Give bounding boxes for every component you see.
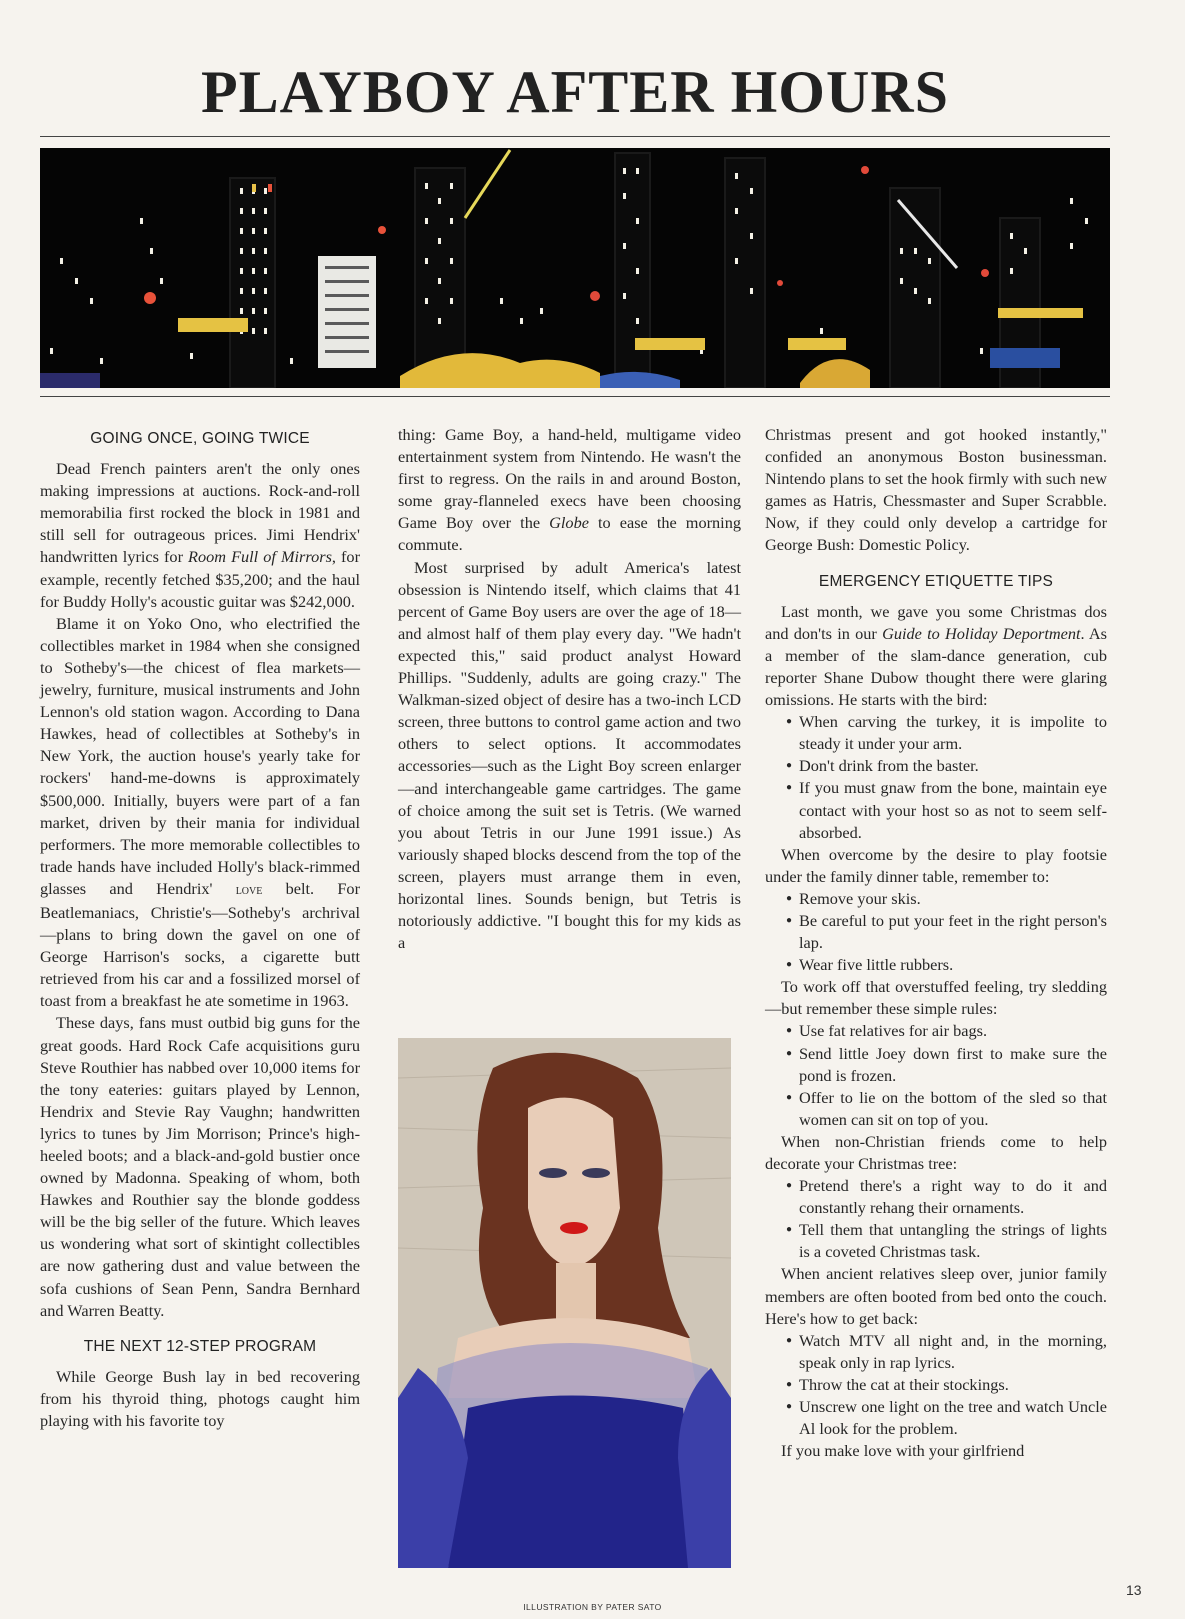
list-item: ● Pretend there's a right way to do it and constantly rehang their ornaments.: [799, 1175, 1107, 1219]
list-item: ● Don't drink from the baster.: [799, 755, 1107, 777]
woman-portrait-illustration: [398, 1038, 731, 1568]
title-rule: [40, 136, 1110, 137]
page-number: 13: [1126, 1582, 1142, 1598]
city-skyline-illustration: [40, 148, 1110, 388]
paragraph: While George Bush lay in bed recovering from his thyroid thing, photogs caught him playing with his favorite toy: [40, 1366, 360, 1431]
page-title: PLAYBOY AFTER HOURS: [200, 59, 950, 125]
section-heading-12-step: THE NEXT 12-STEP PROGRAM: [83, 1337, 317, 1355]
tips-list: [765, 888, 1107, 976]
paragraph: When ancient relatives sleep over, junior family members are often booted from bed onto the couch. Here's how to get back:: [765, 1264, 1107, 1328]
list-item: ● Unscrew one light on the tree and watch Uncle Al look for the problem.: [799, 1396, 1107, 1440]
list-item: ● Remove your skis.: [799, 888, 1107, 910]
paragraph: Last month, we gave you some Christmas dos and don'ts in our Guide to Holiday Deportment. As a member of the slam-dance generation, cub reporter Shane Dubow thought there were glaring omissions. He starts with the bird:: [765, 601, 1108, 710]
list-item: ● If you must gnaw from the bone, maintain eye contact with your host so as not to seem self-absorbed.: [799, 777, 1107, 843]
tips-list: [765, 1330, 1107, 1440]
banner-rule: [40, 396, 1110, 397]
column-3: [765, 424, 1107, 1462]
column-2: [398, 424, 741, 954]
list-item: ● When carving the turkey, it is impolite to steady it under your arm.: [799, 711, 1107, 755]
paragraph: thing: Game Boy, a hand-held, multigame video entertainment system from Nintendo. He wasn't the first to regress. On the rails in and around Boston, some gray-flanneled execs have been choosing Game Boy over the Globe to ease the morning commute.: [398, 425, 741, 555]
list-item: ● Be careful to put your feet in the right person's lap.: [799, 910, 1107, 954]
list-item: ● Send little Joey down first to make sure the pond is frozen.: [799, 1043, 1107, 1087]
list-item: ● Use fat relatives for air bags.: [799, 1020, 1107, 1042]
paragraph: When non-Christian friends come to help decorate your Christmas tree:: [765, 1131, 1107, 1173]
list-item: ● Throw the cat at their stockings.: [799, 1374, 1107, 1396]
list-item: ● Offer to lie on the bottom of the sled so that women can sit on top of you.: [799, 1087, 1107, 1131]
tips-list: [765, 711, 1107, 844]
paragraph: To work off that overstuffed feeling, try sledding—but remember these simple rules:: [765, 977, 1107, 1019]
paragraph: Christmas present and got hooked instantly," confided an anonymous Boston businessman. Nintendo plans to set the hook firmly with such new games as Hatris, Chessmaster and Super Scrabble. Now, if they could only develop a cartridge for George Bush: Domestic Policy.: [765, 425, 1107, 555]
section-heading-etiquette: EMERGENCY ETIQUETTE TIPS: [818, 572, 1054, 590]
paragraph: Dead French painters aren't the only ones making impressions at auctions. Rock-and-roll memorabilia first rocked the block in 1981 and still sell for outrageous prices. Jimi Hendrix' handwritten lyrics for Room Full of Mirrors, for example, recently fetched $35,200; and the haul for Buddy Holly's acoustic guitar was $242,000.: [40, 459, 360, 611]
paragraph: These days, fans must outbid big guns for the great goods. Hard Rock Cafe acquisitions guru Steve Routhier has nabbed over 10,000 items for the tony eateries: guitars played by Lennon, Hendrix and Stevie Ray Vaughn; handwritten lyrics to tunes by Jim Morrison; Prince's high-heeled boots; and a black-and-gold bustier once owned by Madonna. Speaking of whom, both Hawkes and Routhier say the blonde goddess will be the big seller of the future. Which leaves us wondering what sort of skintight collectibles are now gathering dust and value between the sofa cushions of Sean Penn, Sandra Bernhard and Warren Beatty.: [40, 1013, 360, 1320]
paragraph: When overcome by the desire to play footsie under the family dinner table, remember to:: [765, 844, 1107, 886]
paragraph: Most surprised by adult America's latest obsession is Nintendo itself, which claims that 41 percent of Game Boy users are over the age of 18—and almost half of them play every day. "We hadn't expected this," said product analyst Howard Phillips. "Suddenly, adults are going crazy." The Walkman-sized object of desire has a two-inch LCD screen, three buttons to control game action and two others to select options. It accommodates accessories—such as the Light Boy screen enlarger—and interchangeable game cartridges. The game of choice among the suit set is Tetris. (We warned you about Tetris in our June 1991 issue.) As variously shaped blocks descend from the top of the screen, players must arrange them in even, horizontal lines. Sounds benign, but Tetris is notoriously addictive. "I bought this for my kids as a: [398, 557, 741, 953]
paragraph: Blame it on Yoko Ono, who electrified the collectibles market in 1984 when she consigned to Sotheby's—the chicest of flea markets—jewelry, furniture, musical instruments and John Lennon's old station wagon. According to Dana Hawkes, head of collectibles at Sotheby's in New York, the auction house's yearly take for rockers' hand-me-downs is approximately $500,000. Initially, buyers were part of a fan market, driven by their mania for individual performers. The more memorable collectibles to trade hands have included Holly's black-rimmed glasses and Hendrix' love belt. For Beatlemaniacs, Christie's—Sotheby's archrival—plans to bring down the gavel on one of George Harrison's socks, a cigarette butt retrieved from his car and a fossilized morsel of toast from a breakfast he ate sometime in 1963.: [40, 613, 360, 1011]
list-item: ● Watch MTV all night and, in the morning, speak only in rap lyrics.: [799, 1330, 1107, 1374]
list-item: ● Tell them that untangling the strings of lights is a coveted Christmas task.: [799, 1219, 1107, 1263]
column-1: [40, 424, 360, 1432]
tips-list: [765, 1175, 1107, 1263]
list-item: ● Wear five little rubbers.: [799, 954, 1107, 976]
section-heading-auctions: GOING ONCE, GOING TWICE: [90, 430, 310, 447]
paragraph: If you make love with your girlfriend: [781, 1441, 1025, 1461]
tips-list: [765, 1020, 1107, 1130]
illustration-credit: ILLUSTRATION BY PATER SATO: [523, 1602, 662, 1612]
